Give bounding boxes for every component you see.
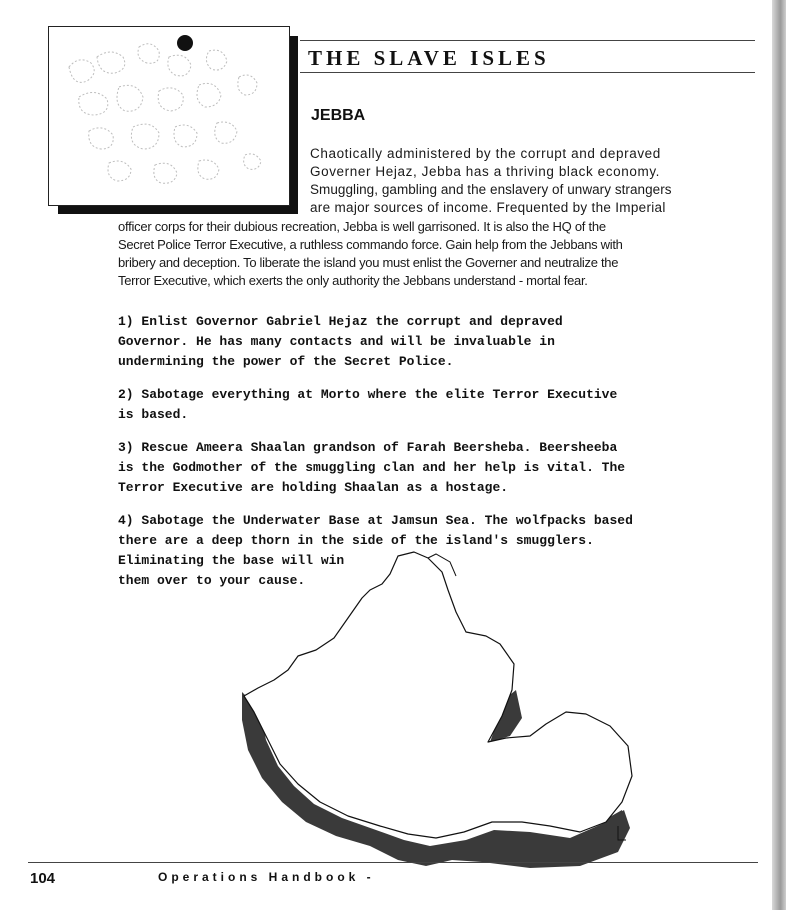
intro-line: Chaotically administered by the corrupt and depraved xyxy=(310,146,661,161)
section-heading: JEBBA xyxy=(311,107,366,124)
running-footer: Operations Handbook - xyxy=(158,870,375,884)
page-edge xyxy=(772,0,786,910)
objective-1: 1) Enlist Governor Gabriel Hejaz the corrupt and depraved Governor. He has many contacts and will be invaluable in undermining the power of the Secret Police. xyxy=(118,314,563,369)
intro-line: are major sources of income. Frequented by the Imperial xyxy=(310,200,666,215)
intro-line: bribery and deception. To liberate the island you must enlist the Governer and neutralize the xyxy=(118,255,619,270)
intro-line: Governer Hejaz, Jebba has a thriving black economy. xyxy=(310,164,661,179)
intro-line: Secret Police Terror Executive, a ruthless commando force. Gain help from the Jebbans with xyxy=(118,237,623,252)
footer-rule xyxy=(28,862,758,863)
objective-2: 2) Sabotage everything at Morto where the elite Terror Executive is based. xyxy=(118,387,618,422)
jebba-island-map-icon xyxy=(230,540,650,870)
intro-line: Terror Executive, which exerts the only authority the Jebbans understand - mortal fear. xyxy=(118,273,588,288)
archipelago-map-thumbnail-icon xyxy=(48,26,290,206)
header-rule-top xyxy=(300,40,755,41)
page-title: THE SLAVE ISLES xyxy=(308,46,550,70)
header-rule-bottom xyxy=(300,72,755,73)
page-number: 104 xyxy=(30,870,56,887)
objective-3: 3) Rescue Ameera Shaalan grandson of Farah Beersheba. Beersheeba is the Godmother of the smuggling clan and her help is vital. The Terror Executive are holding Shaalan as a hostage. xyxy=(118,440,626,495)
intro-line: Smuggling, gambling and the enslavery of unwary strangers xyxy=(310,182,672,197)
intro-line: officer corps for their dubious recreation, Jebba is well garrisoned. It is also the HQ of the xyxy=(118,219,606,234)
objective-4: 4) Sabotage the Underwater Base at Jamsun Sea. The wolfpacks based there are a deep thorn in the side of the island's smugglers. Eliminating the base will win them over to your cause. xyxy=(118,513,633,588)
